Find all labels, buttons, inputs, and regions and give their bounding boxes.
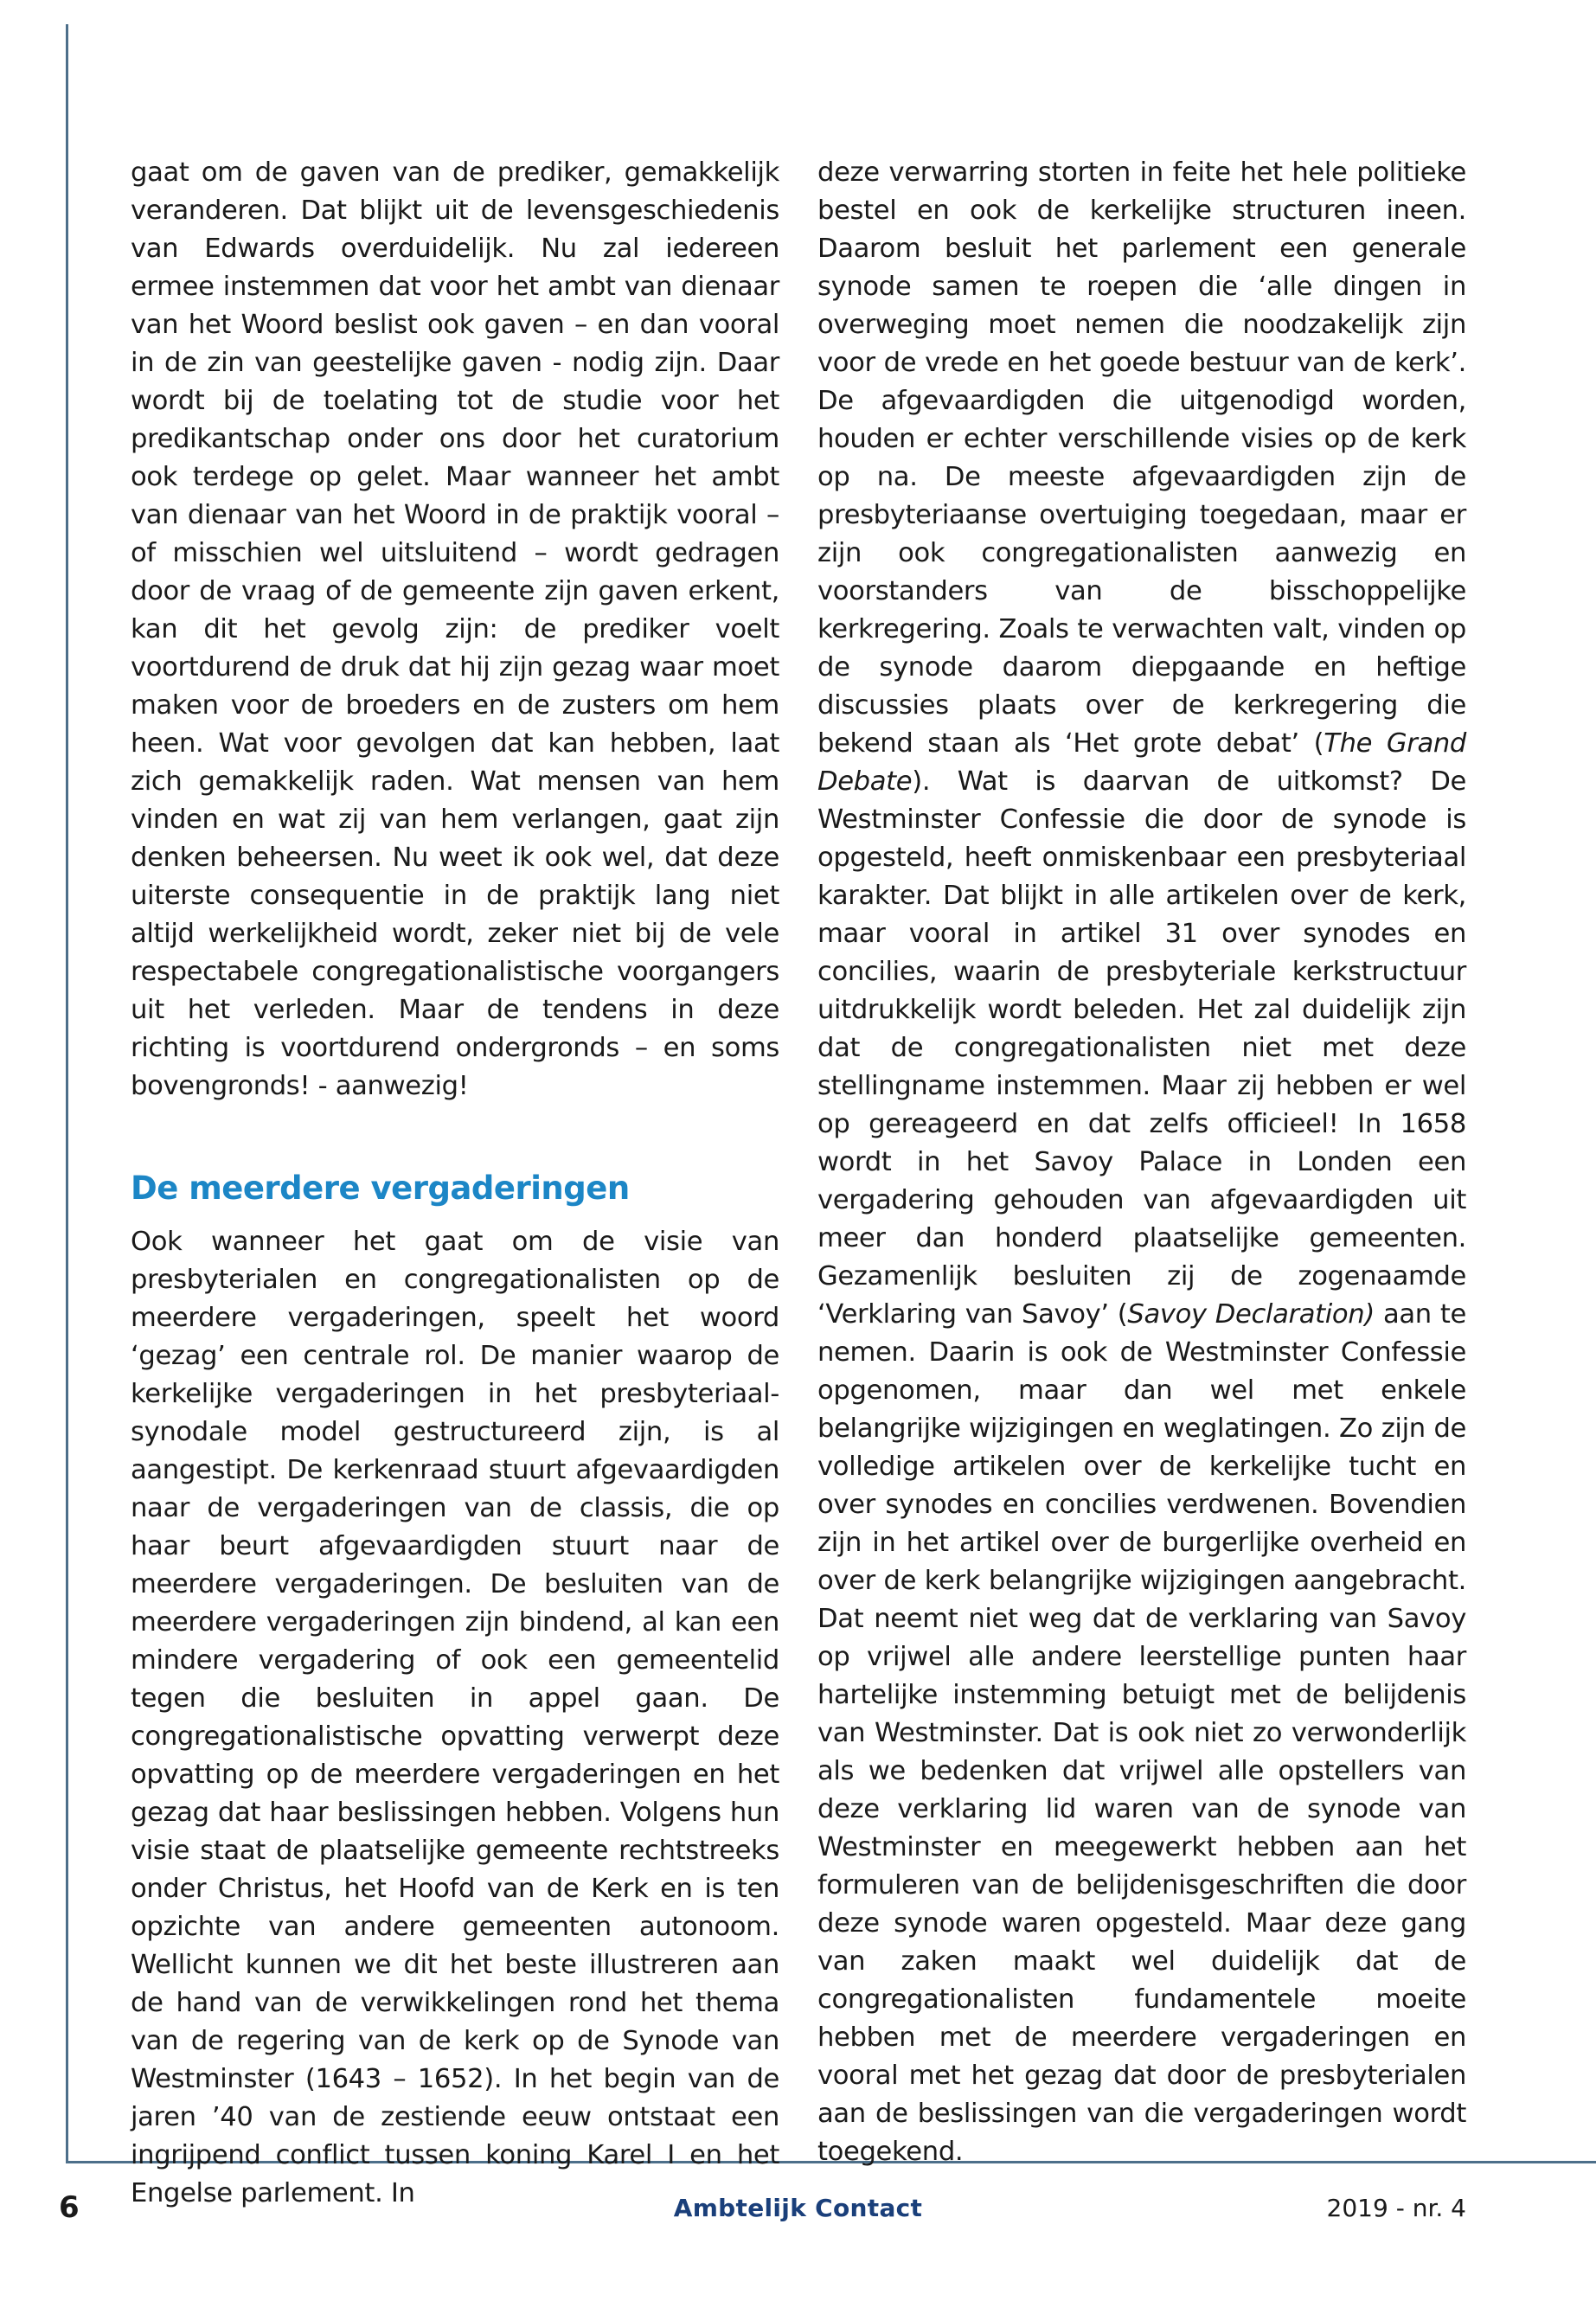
italic-title-grand-debate: The Grand Debate: [817, 728, 1466, 797]
issue-label: 2019 - nr. 4: [1326, 2194, 1466, 2222]
vertical-margin-rule: [66, 24, 68, 2163]
text-run: aan te nemen. Daarin is ook de Westminster Confessie opgenomen, maar dan wel met enkele belangrijke wijzigingen en weglatingen. Zo zijn de volledige artikelen over de kerkelijke tucht en over synodes en concilies verdwenen. Bovendien zijn in het artikel over de burgerlijke overheid en over de kerk belangrijke wijzigingen aangebracht. Dat neemt niet weg dat de verklaring van Savoy op vrijwel alle andere leerstellige punten haar hartelijke instemming betuigt met de belijdenis van Westminster. Dat is ook niet zo verwonderlijk als we bedenken dat vrijwel alle opstellers van deze verklaring lid waren van de synode van Westminster en meegewerkt hebben aan het formuleren van de belijdenisgeschriften die door deze synode waren opgesteld. Maar deze gang van zaken maakt wel duidelijk dat de congregationalisten fundamentele moeite hebben met de meerdere vergaderingen en vooral met het gezag dat door de presbyterialen aan de beslissingen van die vergaderingen wordt toegekend.: [817, 1299, 1466, 2167]
italic-title-savoy-declaration: Savoy Declaration): [1127, 1299, 1375, 1330]
text-run: ). Wat is daarvan de uitkomst? De Westminster Confessie die door de synode is opgesteld, heeft onmiskenbaar een presbyteriaal karakter. Dat blijkt in alle artikelen over de kerk, maar vooral in artikel 31 over synodes en concilies, waarin de presbyteriale kerkstructuur uitdrukkelijk wordt beleden. Het zal duidelijk zijn dat de congregationalisten niet met deze stellingname instemmen. Maar zij hebben er wel op gereageerd en dat zelfs officieel! In 1658 wordt in het Savoy Palace in Londen een vergadering gehouden van afgevaardigden uit meer dan honderd plaatselijke gemeenten. Gezamenlijk besluiten zij de zogenaamde ‘Verklaring van Savoy’ (: [817, 766, 1466, 1330]
paragraph-westminster-savoy: [817, 154, 1466, 2171]
magazine-title: Ambtelijk Contact: [673, 2194, 923, 2222]
left-column: [131, 154, 779, 2213]
paragraph-gezag-prediker: gaat om de gaven van de prediker, gemakkelijk veranderen. Dat blijkt uit de levensgeschiedenis van Edwards overduidelijk. Nu zal iedereen ermee instemmen dat voor het ambt van dienaar van het Woord beslist ook gaven – en dan vooral in de zin van geestelijke gaven - nodig zijn. Daar wordt bij de toelating tot de studie voor het predikantschap onder ons door het curatorium ook terdege op gelet. Maar wanneer het ambt van dienaar van het Woord in de praktijk vooral – of misschien wel uitsluitend – wordt gedragen door de vraag of de gemeente zijn gaven erkent, kan dit het gevolg zijn: de prediker voelt voortdurend de druk dat hij zijn gezag waar moet maken voor de broeders en de zusters om hem heen. Wat voor gevolgen dat kan hebben, laat zich gemakkelijk raden. Wat mensen van hem vinden en wat zij van hem verlangen, gaat zijn denken beheersen. Nu weet ik ook wel, dat deze uiterste consequentie in de praktijk lang niet altijd werkelijkheid wordt, zeker niet bij de vele respectabele congregationalistische voorgangers uit het verleden. Maar de tendens in deze richting is voortdurend ondergronds – en soms bovengronds! - aanwezig!: [131, 157, 779, 1101]
right-column: [817, 154, 1466, 2171]
text-run: deze verwarring storten in feite het hele politieke bestel en ook de kerkelijke structuren ineen. Daarom besluit het parlement een generale synode samen te roepen die ‘alle dingen in overweging moet nemen die noodzakelijk zijn voor de vrede en het goede bestuur van de kerk’. De afgevaardigden die uitgenodigd worden, houden er echter verschillende visies op de kerk op na. De meeste afgevaardigden zijn de presbyteriaanse overtuiging toegedaan, maar er zijn ook congregationalisten aanwezig en voorstanders van de bisschoppelijke kerkregering. Zoals te verwachten valt, vinden op de synode daarom diepgaande en heftige discussies plaats over de kerkregering die bekend staan als ‘Het grote debat’ (: [817, 157, 1466, 759]
paragraph-meerdere-vergaderingen: Ook wanneer het gaat om de visie van presbyterialen en congregationalisten op de meerdere vergaderingen, speelt het woord ‘gezag’ een centrale rol. De manier waarop de kerkelijke vergaderingen in het presbyteriaal-synodale model gestructureerd zijn, is al aangestipt. De kerkenraad stuurt afgevaardigden naar de vergaderingen van de classis, die op haar beurt afgevaardigden stuurt naar de meerdere vergaderingen. De besluiten van de meerdere vergaderingen zijn bindend, al kan een mindere vergadering of ook een gemeentelid tegen die besluiten in appel gaan. De congregationalistische opvatting verwerpt deze opvatting op de meerdere vergaderingen en het gezag dat haar beslissingen hebben. Volgens hun visie staat de plaatselijke gemeente rechtstreeks onder Christus, het Hoofd van de Kerk en is ten opzichte van andere gemeenten autonoom. Wellicht kunnen we dit het beste illustreren aan de hand van de verwikkelingen rond het thema van de regering van de kerk op de Synode van Westminster (1643 – 1652). In het begin van de jaren ’40 van de zestiende eeuw ontstaat een ingrijpend conflict tussen koning Karel I en het Engelse parlement. In: [131, 1227, 779, 2208]
section-heading: De meerdere vergaderingen: [131, 1170, 630, 1207]
page-number: 6: [59, 2190, 80, 2225]
